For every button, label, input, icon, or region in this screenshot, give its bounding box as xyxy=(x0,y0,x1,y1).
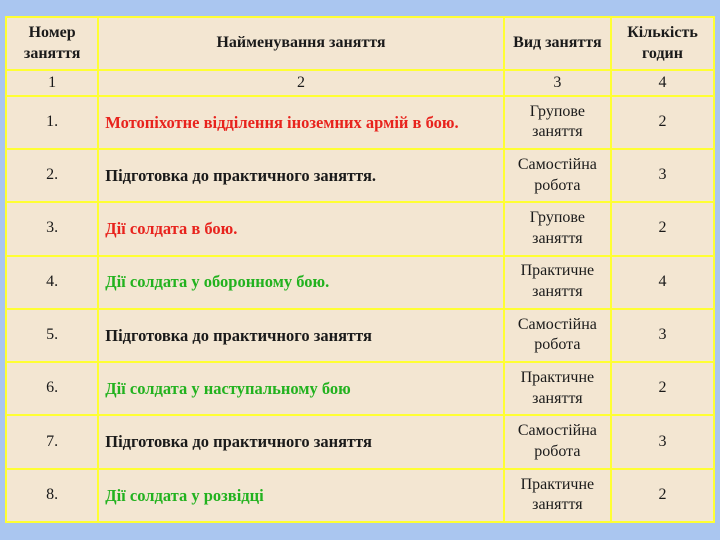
row-lesson-type: Практичне заняття xyxy=(504,362,611,415)
table-row xyxy=(6,149,714,202)
row-lesson-type: Самостійна робота xyxy=(504,415,611,468)
row-hours: 3 xyxy=(611,415,714,468)
schedule-table-container xyxy=(5,16,715,523)
row-lesson-name: Дії солдата у розвідці xyxy=(98,469,503,522)
row-number: 7. xyxy=(6,415,98,468)
row-lesson-name: Підготовка до практичного заняття. xyxy=(98,149,503,202)
row-lesson-name: Підготовка до практичного заняття xyxy=(98,415,503,468)
header-hours: Кількість годин xyxy=(611,17,714,70)
row-lesson-type: Самостійна робота xyxy=(504,309,611,362)
row-number: 1. xyxy=(6,96,98,149)
row-lesson-type: Групове заняття xyxy=(504,96,611,149)
header-number: Номер заняття xyxy=(6,17,98,70)
row-hours: 3 xyxy=(611,309,714,362)
header-name: Найменування заняття xyxy=(98,17,503,70)
row-hours: 2 xyxy=(611,362,714,415)
table-subheader-row xyxy=(6,70,714,95)
table-row xyxy=(6,309,714,362)
row-number: 2. xyxy=(6,149,98,202)
schedule-table xyxy=(5,16,715,523)
subheader-col-1: 1 xyxy=(6,70,98,95)
row-hours: 2 xyxy=(611,202,714,255)
row-number: 5. xyxy=(6,309,98,362)
header-type: Вид заняття xyxy=(504,17,611,70)
row-hours: 2 xyxy=(611,96,714,149)
table-header-row xyxy=(6,17,714,70)
row-hours: 3 xyxy=(611,149,714,202)
row-lesson-name: Мотопіхотне відділення іноземних армій в бою. xyxy=(98,96,503,149)
row-number: 4. xyxy=(6,256,98,309)
row-number: 8. xyxy=(6,469,98,522)
row-hours: 2 xyxy=(611,469,714,522)
table-row xyxy=(6,362,714,415)
table-row xyxy=(6,96,714,149)
row-hours: 4 xyxy=(611,256,714,309)
subheader-col-3: 3 xyxy=(504,70,611,95)
row-lesson-name: Дії солдата у оборонному бою. xyxy=(98,256,503,309)
row-lesson-type: Самостійна робота xyxy=(504,149,611,202)
row-lesson-type: Практичне заняття xyxy=(504,256,611,309)
subheader-col-4: 4 xyxy=(611,70,714,95)
row-lesson-type: Практичне заняття xyxy=(504,469,611,522)
table-row xyxy=(6,202,714,255)
row-lesson-type: Групове заняття xyxy=(504,202,611,255)
row-lesson-name: Підготовка до практичного заняття xyxy=(98,309,503,362)
table-row xyxy=(6,415,714,468)
row-number: 6. xyxy=(6,362,98,415)
subheader-col-2: 2 xyxy=(98,70,503,95)
row-lesson-name: Дії солдата у наступальному бою xyxy=(98,362,503,415)
row-number: 3. xyxy=(6,202,98,255)
row-lesson-name: Дії солдата в бою. xyxy=(98,202,503,255)
table-row xyxy=(6,469,714,522)
table-row xyxy=(6,256,714,309)
